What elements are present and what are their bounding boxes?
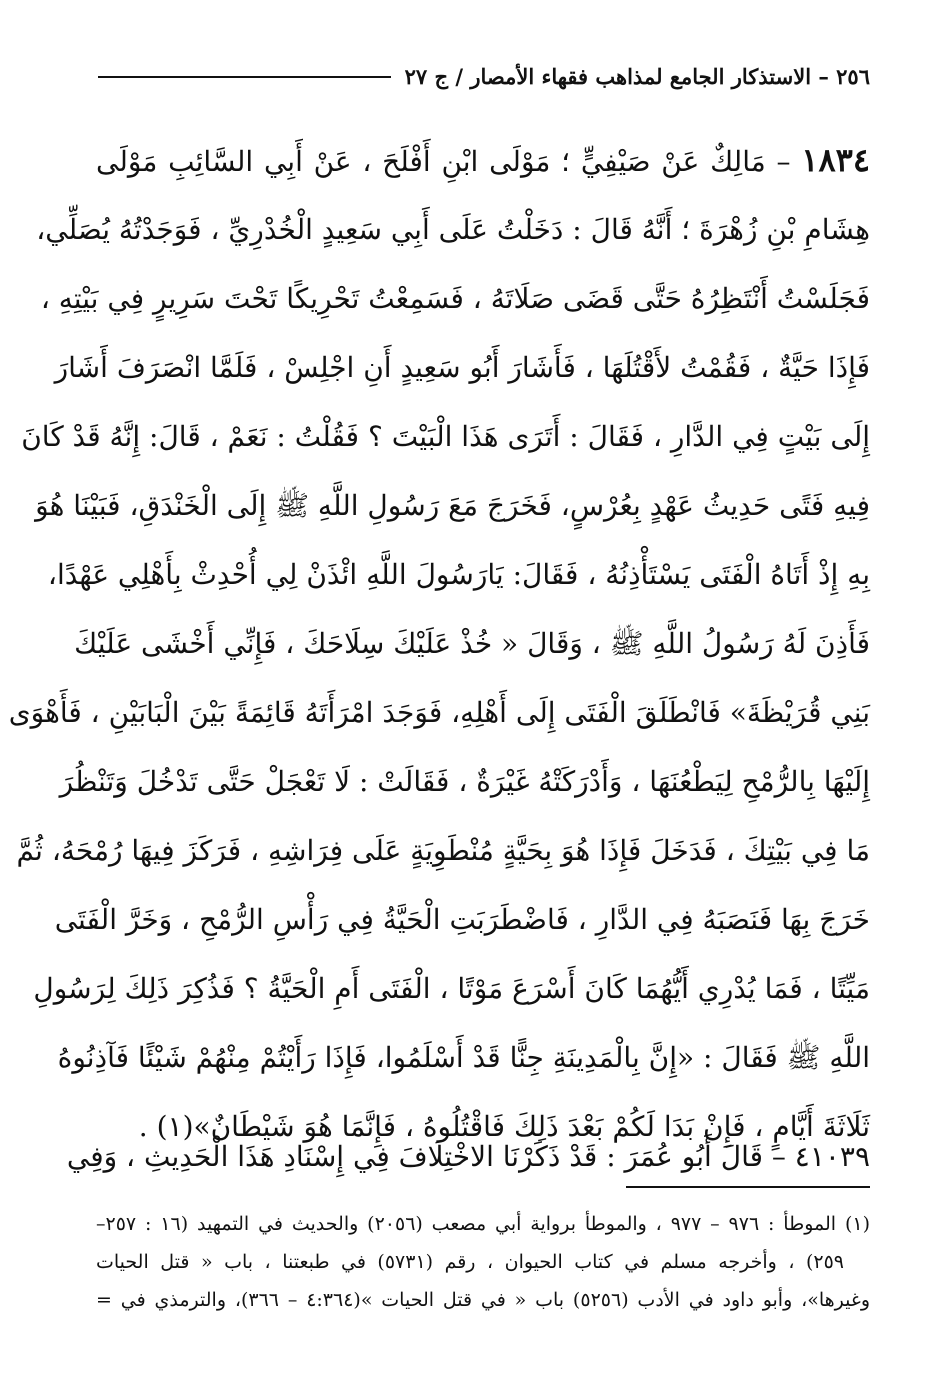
text-line: خَرَجَ بِهَا فَنَصَبَهُ فِي الدَّارِ ، فَاضْطَرَبَتِ الْحَيَّةُ فِي رَأْسِ الرُّمْحِ ، وَخَرَّ الْفَتَى bbox=[54, 903, 870, 936]
text-line: مَيِّتًا ، فَمَا يُدْرِي أَيُّهُمَا كَانَ أَسْرَعَ مَوْتًا ، الْفَتَى أَمِ الْحَيَّةُ ؟ فَذُكِرَ ذَلِكَ لِرَسُولِ bbox=[33, 972, 870, 1005]
text-line: مَا فِي بَيْتِكَ ، فَدَخَلَ فَإِذَا هُوَ بِحَيَّةٍ مُنْطَوِيَةٍ عَلَى فِرَاشِهِ ، فَرَكَزَ فِيهَا رُمْحَهُ، ثُمَّ bbox=[16, 834, 870, 867]
footnote-line: (١) الموطأ : ٩٧٦ – ٩٧٧ ، والموطأ برواية أبي مصعب (٢٠٥٦) والحديث في التمهيد (١٦ : ٢٥٧– bbox=[96, 1213, 871, 1235]
running-head-text: ٢٥٦ – الاستذكار الجامع لمذاهب فقهاء الأمصار / ج ٢٧ bbox=[404, 64, 870, 89]
text-line: بَنِي قُرَيْظَةَ» فَانْطَلَقَ الْفَتَى إِلَى أَهْلِهِ، فَوَجَدَ امْرَأَتَهُ قَائِمَةً بَيْنَ الْبَابَيْنِ ، فَأَهْوَى bbox=[8, 696, 870, 729]
footnote-line: ٢٥٩) ، وأخرجه مسلم في كتاب الحيوان ، رقم (٥٧٣١) في طبعتنا ، باب « قتل الحيات bbox=[96, 1251, 844, 1273]
text-line: إِلَى بَيْتٍ فِي الدَّارِ ، فَقَالَ : أَتَرَى هَذَا الْبَيْتَ ؟ فَقُلْتُ : نَعَمْ ، قَالَ: إِنَّهُ قَدْ كَانَ bbox=[21, 420, 870, 453]
text-line bbox=[96, 126, 870, 195]
hadith-paragraph bbox=[8, 126, 870, 1161]
hadith-number: ١٨٣٤ bbox=[801, 141, 870, 179]
text-line: فَأَذِنَ لَهُ رَسُولُ اللَّهِ ﷺ ، وَقَالَ « خُذْ عَلَيْكَ سِلَاحَكَ ، فَإِنِّي أَخْشَى عَلَيْكَ bbox=[74, 627, 870, 660]
running-head-rule bbox=[98, 76, 391, 78]
text-line: ثَلَاثَةَ أَيَّامٍ ، فَإِنْ بَدَا لَكُمْ بَعْدَ ذَلِكَ فَاقْتُلُوهُ ، فَإِنَّمَا هُوَ شَيْطَانٌ»(١) . bbox=[138, 1110, 870, 1143]
text-line: إِلَيْهَا بِالرُّمْحِ لِيَطْعُنَهَا ، وَأَدْرَكَتْهُ غَيْرَةٌ ، فَقَالَتْ : لَا تَعْجَلْ حَتَّى تَدْخُلَ وَتَنْظُرَ bbox=[59, 765, 870, 798]
running-head bbox=[98, 64, 870, 89]
footnotes bbox=[96, 1205, 870, 1319]
text-line: اللَّهِ ﷺ فَقَالَ : «إِنَّ بِالْمَدِينَةِ جِنًّا قَدْ أَسْلَمُوا، فَإِذَا رَأَيْتُمْ مِنْهُمْ شَيْئًا فَآذِنُوهُ bbox=[57, 1041, 870, 1074]
text-line: ٤١٠٣٩ – قَالَ أَبُو عُمَرَ : قَدْ ذَكَرْنَا الاخْتِلَافَ فِي إِسْنَادِ هَذَا الْحَدِيثِ ، وَفِي bbox=[66, 1140, 870, 1173]
text-line: بِهِ إِذْ أَتَاهُ الْفَتَى يَسْتَأْذِنُهُ ، فَقَالَ: يَارَسُولَ اللَّهِ ائْذَنْ لِي أُحْدِثْ بِأَهْلِي عَهْدًا، bbox=[47, 558, 870, 591]
text-line-content: – مَالِكٌ عَنْ صَيْفِيٍّ ؛ مَوْلَى ابْنِ أَفْلَحَ ، عَنْ أَبِي السَّائِبِ مَوْلَى bbox=[96, 145, 802, 178]
text-line: فَإِذَا حَيَّةٌ ، فَقُمْتُ لأَقْتُلَهَا ، فَأَشَارَ أَبُو سَعِيدٍ أَنِ اجْلِسْ ، فَلَمَّا انْصَرَفَ أَشَارَ bbox=[54, 351, 870, 384]
text-line: فَجَلَسْتُ أَنْتَظِرُهُ حَتَّى قَضَى صَلَاتَهُ ، فَسَمِعْتُ تَحْرِيكًا تَحْتَ سَرِيرٍ فِي بَيْتِهِ ، bbox=[40, 282, 870, 315]
footnote-separator bbox=[626, 1186, 870, 1188]
footnote-line: وغيرها»، وأبو داود في الأدب (٥٢٥٦) باب « في قتل الحيات »(٤:٣٦٤ – ٣٦٦)، والترمذي في = bbox=[96, 1289, 870, 1311]
commentary-paragraph bbox=[66, 1122, 870, 1191]
text-line: هِشَامِ بْنِ زُهْرَةَ ؛ أَنَّهُ قَالَ : دَخَلْتُ عَلَى أَبِي سَعِيدٍ الْخُدْرِيِّ ، فَوَجَدْتُهُ يُصَلِّي، bbox=[36, 213, 870, 246]
text-line: فِيهِ فَتًى حَدِيثُ عَهْدٍ بِعُرْسٍ، فَخَرَجَ مَعَ رَسُولِ اللَّهِ ﷺ إِلَى الْخَنْدَقِ، فَبَيْنَا هُوَ bbox=[35, 489, 870, 522]
